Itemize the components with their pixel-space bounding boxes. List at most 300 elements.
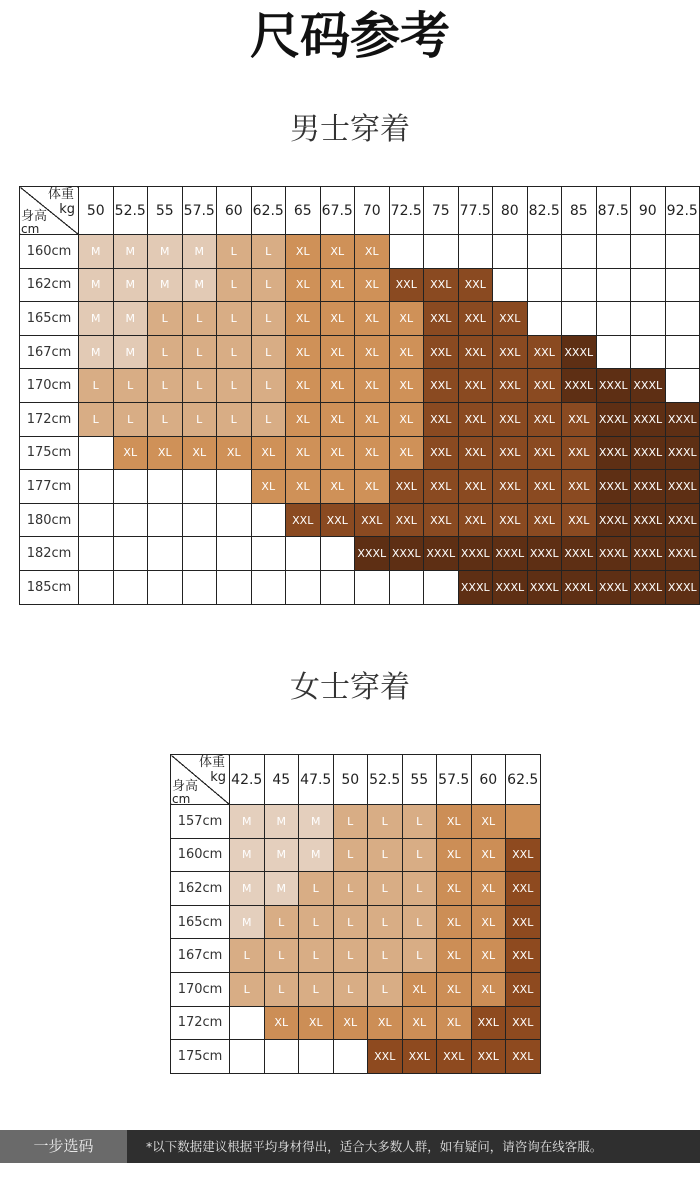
size-cell xyxy=(299,1040,334,1074)
size-cell xyxy=(631,335,666,369)
size-cell xyxy=(286,537,321,571)
corner-height-label: 身高 xyxy=(21,209,48,224)
women-size-table xyxy=(170,754,541,1074)
size-cell xyxy=(182,537,217,571)
size-cell: L xyxy=(333,939,368,973)
size-cell: XXL xyxy=(506,939,541,973)
size-cell: XL xyxy=(355,335,390,369)
size-cell: XL xyxy=(320,402,355,436)
size-row xyxy=(20,335,700,369)
size-cell: M xyxy=(182,235,217,269)
size-cell: L xyxy=(368,805,403,839)
size-cell: XXXL xyxy=(562,369,597,403)
size-cell: M xyxy=(79,302,114,336)
size-cell: L xyxy=(402,872,437,906)
size-cell: XL xyxy=(437,838,472,872)
weight-header: 55 xyxy=(402,755,437,805)
size-cell: M xyxy=(182,268,217,302)
size-cell: XL xyxy=(286,235,321,269)
footer-note: *以下数据建议根据平均身材得出，适合大多数人群，如有疑问，请咨询在线客服。 xyxy=(146,1139,603,1154)
weight-header: 92.5 xyxy=(665,187,700,235)
weight-header: 80 xyxy=(493,187,528,235)
size-cell: XXXL xyxy=(596,570,631,604)
size-cell: XL xyxy=(264,1006,299,1040)
size-cell: XXXL xyxy=(527,570,562,604)
size-cell: XXXL xyxy=(458,570,493,604)
size-cell: XXXL xyxy=(631,436,666,470)
size-cell: XXL xyxy=(458,402,493,436)
size-cell: XXL xyxy=(562,436,597,470)
size-cell: XXL xyxy=(458,302,493,336)
weight-header: 62.5 xyxy=(251,187,286,235)
weight-header: 42.5 xyxy=(230,755,265,805)
size-cell: L xyxy=(79,402,114,436)
weight-header: 62.5 xyxy=(506,755,541,805)
weight-header: 90 xyxy=(631,187,666,235)
size-cell: M xyxy=(230,905,265,939)
size-row xyxy=(20,436,700,470)
height-label: 160cm xyxy=(20,235,79,269)
size-cell: L xyxy=(251,302,286,336)
size-cell: XL xyxy=(355,369,390,403)
size-cell: XXL xyxy=(389,268,424,302)
size-cell: L xyxy=(148,302,183,336)
size-cell xyxy=(230,1040,265,1074)
weight-header: 65 xyxy=(286,187,321,235)
weight-header: 50 xyxy=(333,755,368,805)
size-cell: XL xyxy=(251,470,286,504)
size-cell: XXL xyxy=(506,872,541,906)
height-label: 172cm xyxy=(171,1006,230,1040)
size-cell xyxy=(251,503,286,537)
size-cell: L xyxy=(264,905,299,939)
size-cell: XXXL xyxy=(631,570,666,604)
size-cell: XXXL xyxy=(631,537,666,571)
size-cell: L xyxy=(230,972,265,1006)
size-cell xyxy=(217,537,252,571)
size-cell: XXL xyxy=(562,402,597,436)
size-cell: XXL xyxy=(458,369,493,403)
size-row xyxy=(20,402,700,436)
size-cell: XL xyxy=(389,335,424,369)
size-cell: XL xyxy=(320,369,355,403)
size-cell: L xyxy=(333,805,368,839)
size-cell: XXL xyxy=(424,402,459,436)
weight-header-row xyxy=(171,755,541,805)
size-cell: XL xyxy=(251,436,286,470)
size-cell: M xyxy=(230,838,265,872)
height-label: 180cm xyxy=(20,503,79,537)
size-cell: XL xyxy=(389,369,424,403)
size-cell: L xyxy=(217,235,252,269)
size-cell: XXXL xyxy=(596,369,631,403)
size-cell xyxy=(286,570,321,604)
weight-header: 70 xyxy=(355,187,390,235)
size-cell: XXL xyxy=(527,436,562,470)
weight-header: 57.5 xyxy=(437,755,472,805)
height-label: 167cm xyxy=(171,939,230,973)
size-cell: L xyxy=(217,402,252,436)
size-row xyxy=(171,905,541,939)
size-cell: L xyxy=(148,369,183,403)
size-cell: XL xyxy=(286,268,321,302)
size-cell xyxy=(506,805,541,839)
size-cell: L xyxy=(402,939,437,973)
size-cell xyxy=(217,503,252,537)
corner-height-unit: cm xyxy=(21,222,40,235)
size-cell: XXL xyxy=(389,503,424,537)
size-cell xyxy=(527,268,562,302)
size-cell: XL xyxy=(471,939,506,973)
height-label: 185cm xyxy=(20,570,79,604)
size-cell: L xyxy=(251,369,286,403)
size-cell xyxy=(217,470,252,504)
size-cell: XXL xyxy=(506,1040,541,1074)
weight-header: 52.5 xyxy=(113,187,148,235)
size-row xyxy=(171,972,541,1006)
size-cell: XL xyxy=(320,302,355,336)
size-cell xyxy=(424,570,459,604)
size-cell: XL xyxy=(471,838,506,872)
height-label: 162cm xyxy=(171,872,230,906)
size-cell: XXXL xyxy=(424,537,459,571)
size-cell xyxy=(148,570,183,604)
height-label: 175cm xyxy=(20,436,79,470)
size-cell: XL xyxy=(355,268,390,302)
size-cell: XL xyxy=(333,1006,368,1040)
size-cell: XXL xyxy=(506,972,541,1006)
size-cell: XXXL xyxy=(631,470,666,504)
weight-header: 60 xyxy=(471,755,506,805)
size-cell xyxy=(631,302,666,336)
size-cell: XXL xyxy=(506,1006,541,1040)
size-cell xyxy=(251,537,286,571)
height-label: 172cm xyxy=(20,402,79,436)
size-cell xyxy=(320,570,355,604)
size-cell: L xyxy=(333,872,368,906)
men-section-title: 男士穿着 xyxy=(290,112,410,147)
size-cell: XXL xyxy=(458,268,493,302)
size-cell: L xyxy=(264,972,299,1006)
size-cell: XXL xyxy=(368,1040,403,1074)
size-cell: L xyxy=(299,972,334,1006)
size-cell: M xyxy=(299,805,334,839)
corner-weight-label: 体重 xyxy=(198,755,225,770)
size-cell: XXL xyxy=(389,470,424,504)
size-cell: XXL xyxy=(424,470,459,504)
size-cell: XL xyxy=(355,235,390,269)
size-cell: XXL xyxy=(493,369,528,403)
size-cell: L xyxy=(251,235,286,269)
height-label: 165cm xyxy=(171,905,230,939)
size-cell: L xyxy=(217,302,252,336)
weight-header-row xyxy=(20,187,700,235)
size-cell xyxy=(458,235,493,269)
size-cell xyxy=(665,268,700,302)
size-cell xyxy=(113,470,148,504)
size-cell: XL xyxy=(286,335,321,369)
size-cell: L xyxy=(182,402,217,436)
size-cell: L xyxy=(182,302,217,336)
size-cell xyxy=(389,235,424,269)
height-label: 157cm xyxy=(171,805,230,839)
size-cell: XXXL xyxy=(665,470,700,504)
size-cell: M xyxy=(113,235,148,269)
size-cell: XL xyxy=(437,1006,472,1040)
size-cell: L xyxy=(251,268,286,302)
size-cell: XXL xyxy=(424,268,459,302)
size-cell: L xyxy=(368,939,403,973)
size-cell: XXL xyxy=(493,335,528,369)
size-cell: XXXL xyxy=(665,570,700,604)
size-cell xyxy=(562,235,597,269)
size-cell xyxy=(596,335,631,369)
weight-header: 52.5 xyxy=(368,755,403,805)
size-cell: XXL xyxy=(458,503,493,537)
size-cell: XL xyxy=(471,905,506,939)
size-cell xyxy=(79,570,114,604)
size-cell: XXXL xyxy=(493,537,528,571)
corner-weight-unit: kg xyxy=(210,770,226,785)
size-cell: XXXL xyxy=(596,470,631,504)
size-cell: XXL xyxy=(424,302,459,336)
weight-header: 85 xyxy=(562,187,597,235)
size-cell: L xyxy=(402,905,437,939)
size-cell xyxy=(665,335,700,369)
size-cell: M xyxy=(113,268,148,302)
size-cell: XL xyxy=(437,972,472,1006)
women-section-title: 女士穿着 xyxy=(290,670,410,705)
size-cell: XXXL xyxy=(355,537,390,571)
size-row xyxy=(20,503,700,537)
height-label: 162cm xyxy=(20,268,79,302)
size-cell: XXL xyxy=(286,503,321,537)
size-cell: L xyxy=(299,939,334,973)
size-cell: XXL xyxy=(458,436,493,470)
size-cell xyxy=(79,537,114,571)
size-cell: XL xyxy=(286,369,321,403)
size-cell: L xyxy=(368,905,403,939)
size-cell: XXL xyxy=(493,402,528,436)
size-cell: XXL xyxy=(527,402,562,436)
size-cell: XXL xyxy=(424,436,459,470)
weight-header: 82.5 xyxy=(527,187,562,235)
weight-header: 55 xyxy=(148,187,183,235)
size-row xyxy=(20,570,700,604)
height-label: 170cm xyxy=(171,972,230,1006)
size-cell: XXL xyxy=(424,503,459,537)
size-cell xyxy=(251,570,286,604)
size-cell: XXXL xyxy=(665,537,700,571)
weight-header: 72.5 xyxy=(389,187,424,235)
weight-header: 67.5 xyxy=(320,187,355,235)
size-cell: XL xyxy=(471,805,506,839)
size-cell xyxy=(79,503,114,537)
size-cell xyxy=(665,235,700,269)
size-cell: XXXL xyxy=(389,537,424,571)
size-row xyxy=(20,235,700,269)
size-cell: L xyxy=(368,872,403,906)
size-cell: L xyxy=(182,369,217,403)
size-cell: XXL xyxy=(437,1040,472,1074)
size-cell: L xyxy=(368,972,403,1006)
size-cell: XXXL xyxy=(527,537,562,571)
size-row xyxy=(171,1006,541,1040)
corner-height-label: 身高 xyxy=(172,779,199,794)
size-cell xyxy=(333,1040,368,1074)
size-cell: L xyxy=(113,402,148,436)
size-cell: XL xyxy=(389,436,424,470)
size-cell: XL xyxy=(148,436,183,470)
size-cell: L xyxy=(230,939,265,973)
size-row xyxy=(20,268,700,302)
size-cell: XL xyxy=(355,402,390,436)
size-cell: XL xyxy=(320,235,355,269)
size-cell: XXXL xyxy=(596,402,631,436)
size-cell: XL xyxy=(320,436,355,470)
size-cell: L xyxy=(402,805,437,839)
size-cell: L xyxy=(113,369,148,403)
height-label: 177cm xyxy=(20,470,79,504)
men-size-table xyxy=(19,186,700,605)
weight-header: 45 xyxy=(264,755,299,805)
size-cell xyxy=(527,302,562,336)
size-cell: XL xyxy=(286,402,321,436)
size-cell: L xyxy=(251,402,286,436)
size-cell: M xyxy=(113,335,148,369)
size-cell: XL xyxy=(402,972,437,1006)
size-cell: L xyxy=(251,335,286,369)
size-cell: M xyxy=(79,235,114,269)
size-cell: XXL xyxy=(506,905,541,939)
size-cell: XL xyxy=(402,1006,437,1040)
size-cell: XXL xyxy=(527,369,562,403)
size-cell xyxy=(665,302,700,336)
size-cell: XL xyxy=(437,939,472,973)
size-cell: XXL xyxy=(493,436,528,470)
size-row xyxy=(20,537,700,571)
corner-height-unit: cm xyxy=(172,792,191,805)
size-cell: XL xyxy=(355,302,390,336)
size-cell: XXL xyxy=(562,470,597,504)
size-cell: XXL xyxy=(493,470,528,504)
size-cell: XL xyxy=(437,805,472,839)
size-cell: XL xyxy=(471,872,506,906)
size-cell: L xyxy=(264,939,299,973)
size-cell: XL xyxy=(113,436,148,470)
size-row xyxy=(171,1040,541,1074)
size-cell xyxy=(113,537,148,571)
size-cell: L xyxy=(402,838,437,872)
size-cell: XXXL xyxy=(596,436,631,470)
size-cell: XXXL xyxy=(458,537,493,571)
size-cell: XXL xyxy=(527,503,562,537)
size-cell xyxy=(217,570,252,604)
weight-header: 50 xyxy=(79,187,114,235)
weight-header: 87.5 xyxy=(596,187,631,235)
size-cell: XXL xyxy=(458,335,493,369)
size-cell: L xyxy=(333,972,368,1006)
size-cell xyxy=(264,1040,299,1074)
size-cell: XL xyxy=(320,470,355,504)
size-cell xyxy=(527,235,562,269)
size-row xyxy=(20,470,700,504)
corner-cell xyxy=(171,755,230,805)
size-cell: XXL xyxy=(402,1040,437,1074)
corner-cell xyxy=(20,187,79,235)
size-cell xyxy=(389,570,424,604)
size-cell xyxy=(596,235,631,269)
size-cell: XXXL xyxy=(665,436,700,470)
size-cell: XXL xyxy=(527,335,562,369)
size-finder-button[interactable]: 一步选码 xyxy=(0,1130,127,1163)
size-cell: XXL xyxy=(471,1040,506,1074)
size-cell: L xyxy=(299,872,334,906)
footer-bar xyxy=(0,1130,700,1163)
height-label: 167cm xyxy=(20,335,79,369)
size-cell: XXXL xyxy=(596,537,631,571)
size-cell: XL xyxy=(182,436,217,470)
corner-weight-unit: kg xyxy=(59,202,75,217)
size-cell: M xyxy=(113,302,148,336)
size-cell: XL xyxy=(320,335,355,369)
size-cell: XXXL xyxy=(665,503,700,537)
size-cell: XL xyxy=(286,436,321,470)
size-cell xyxy=(596,302,631,336)
size-cell xyxy=(665,369,700,403)
size-cell xyxy=(631,268,666,302)
size-row xyxy=(171,872,541,906)
size-cell: XXL xyxy=(506,838,541,872)
size-cell: XXXL xyxy=(631,402,666,436)
size-cell: XXL xyxy=(527,470,562,504)
size-cell xyxy=(79,470,114,504)
size-cell xyxy=(182,503,217,537)
size-cell: L xyxy=(333,905,368,939)
weight-header: 57.5 xyxy=(182,187,217,235)
size-cell xyxy=(148,537,183,571)
size-cell: XXL xyxy=(493,503,528,537)
size-cell: L xyxy=(299,905,334,939)
size-cell xyxy=(562,302,597,336)
size-cell: M xyxy=(79,335,114,369)
size-row xyxy=(171,838,541,872)
size-cell: XXXL xyxy=(596,503,631,537)
size-cell: L xyxy=(217,268,252,302)
size-cell xyxy=(631,235,666,269)
size-cell: L xyxy=(333,838,368,872)
size-cell: L xyxy=(217,369,252,403)
size-cell xyxy=(424,235,459,269)
size-row xyxy=(20,302,700,336)
corner-weight-label: 体重 xyxy=(47,187,74,202)
size-cell xyxy=(493,268,528,302)
size-row xyxy=(171,939,541,973)
size-cell: M xyxy=(148,235,183,269)
size-cell: XL xyxy=(437,905,472,939)
size-cell: XXXL xyxy=(562,570,597,604)
size-cell: XL xyxy=(286,470,321,504)
height-label: 175cm xyxy=(171,1040,230,1074)
weight-header: 47.5 xyxy=(299,755,334,805)
size-cell: XL xyxy=(355,470,390,504)
size-cell xyxy=(182,570,217,604)
size-cell: XXL xyxy=(458,470,493,504)
size-cell: L xyxy=(368,838,403,872)
size-cell: M xyxy=(264,805,299,839)
height-label: 170cm xyxy=(20,369,79,403)
size-cell xyxy=(320,537,355,571)
